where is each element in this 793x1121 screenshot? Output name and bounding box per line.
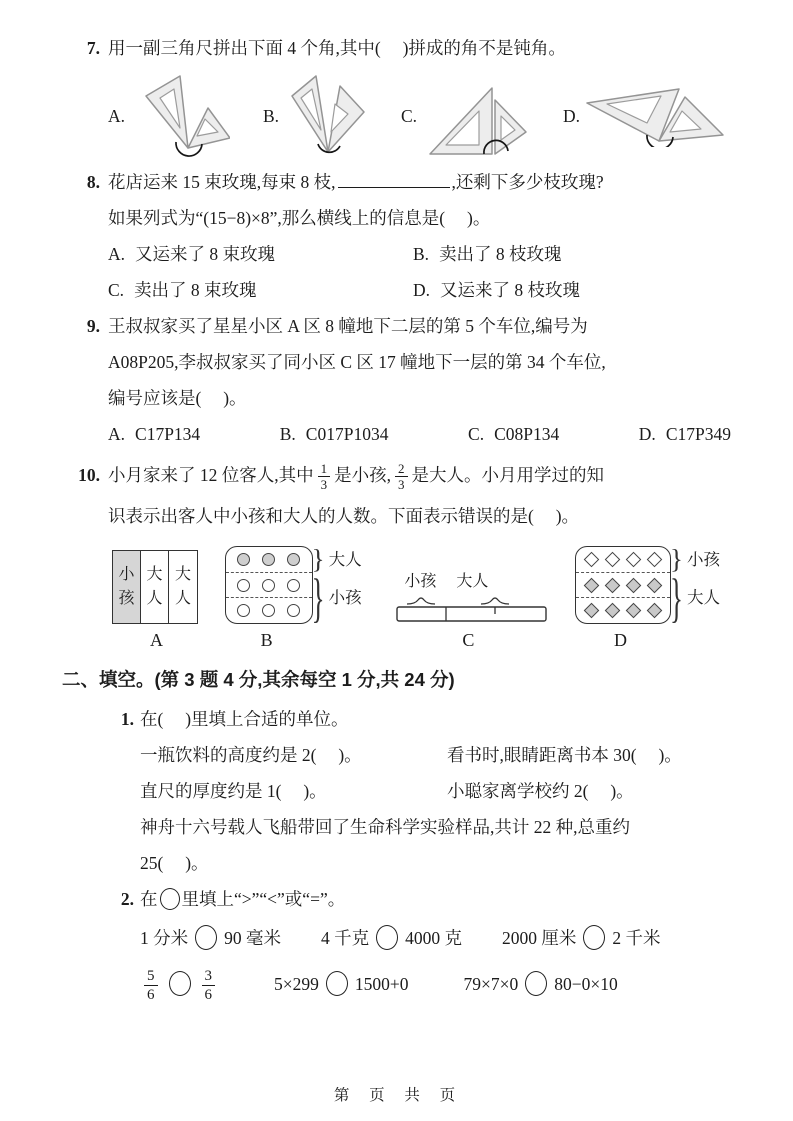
- compare-item: 4 千克 4000 克: [321, 917, 462, 959]
- set-squares-figure-a: [130, 74, 230, 158]
- q2-compare-row-1: [62, 917, 735, 959]
- diagram-c-figure: [396, 572, 548, 624]
- diamond-marker: [647, 577, 663, 593]
- angle-option-d: [563, 85, 727, 147]
- diamond-marker: [605, 603, 621, 619]
- diamond-marker: [647, 552, 663, 568]
- compare-item: 79×7×0 80−0×10: [464, 959, 618, 1009]
- diagram-d-box: [575, 546, 671, 624]
- diagram-b-box: [225, 546, 313, 624]
- circle-marker: [262, 579, 275, 592]
- question-10-line2: 识表示出客人中小孩和大人的人数。下面表示错误的是( )。: [108, 506, 580, 526]
- answer-blank-line[interactable]: [338, 172, 450, 188]
- sub-question-text: 在( )里填上合适的单位。: [140, 709, 349, 729]
- circle-marker: [237, 604, 250, 617]
- option-a-label: A.: [108, 105, 126, 126]
- q9-options: [108, 416, 735, 452]
- diamond-marker: [584, 577, 600, 593]
- option-label: A.: [108, 244, 126, 264]
- question-9-line1: 王叔叔家买了星星小区 A 区 8 幢地下二层的第 5 个车位,编号为: [108, 316, 588, 336]
- q1-item-drink-height: 一瓶饮料的高度约是 2( )。: [140, 745, 362, 765]
- diamond-marker: [584, 603, 600, 619]
- diagram-c: [396, 572, 548, 651]
- q1-item-eye-distance: 看书时,眼睛距离书本 30( )。: [447, 745, 682, 765]
- compare-item: 1 分米 90 毫米: [140, 917, 281, 959]
- circle-marker: [237, 553, 250, 566]
- option-text: C17P134: [135, 424, 201, 444]
- brace-icon: [312, 572, 325, 624]
- circle-marker: [237, 579, 250, 592]
- option-text: C017P1034: [305, 424, 389, 444]
- circle-marker: [262, 553, 275, 566]
- set-squares-figure-d: [585, 85, 727, 147]
- diamond-marker: [605, 552, 621, 568]
- fraction-five-sixths: $\frac{5}{6}$: [144, 967, 158, 1004]
- compare-item-fractions: [140, 959, 219, 1009]
- q8-option-b: [413, 236, 735, 272]
- section-2-title: 二、填空。(第 3 题 4 分,其余每空 1 分,共 24 分): [62, 669, 455, 690]
- diagram-c-labels: [396, 572, 548, 594]
- question-9-number: 9.: [86, 316, 100, 336]
- diamond-marker: [605, 577, 621, 593]
- diamond-row: [576, 597, 670, 623]
- diagram-a: [112, 550, 198, 651]
- question-7: [62, 30, 735, 66]
- diagram-d-figure: [575, 546, 733, 624]
- diamond-row: [576, 572, 670, 598]
- diagram-c-caption: C: [462, 630, 475, 650]
- compare-item: 5×299 1500+0: [274, 959, 409, 1009]
- section2-question-2: [62, 881, 735, 917]
- question-8-number: 8.: [86, 172, 100, 192]
- diagram-d-label-adult: 大人: [686, 588, 720, 607]
- q1-row-2: [62, 773, 735, 809]
- diagram-b-figure: [225, 546, 370, 624]
- sub-question-number: 1.: [120, 709, 134, 729]
- question-10: [62, 452, 735, 498]
- circle-marker: [287, 604, 300, 617]
- q2-compare-row-2: [62, 959, 735, 1009]
- compare-circle[interactable]: [583, 925, 605, 950]
- option-c-label: C.: [400, 105, 418, 126]
- diagram-c-label-child: 小孩: [404, 573, 437, 590]
- q9-option-d: [639, 416, 731, 452]
- q1-row-3: 神舟十六号载人飞船带回了生命科学实验样品,共计 22 种,总重约: [140, 817, 630, 837]
- circle-marker: [262, 604, 275, 617]
- compare-circle[interactable]: [326, 971, 348, 996]
- diamond-marker: [626, 552, 642, 568]
- circle-row: [226, 597, 312, 623]
- option-text: C17P349: [665, 424, 731, 444]
- question-10-text-1: 小月家来了 12 位客人,其中: [108, 465, 314, 485]
- option-label: C.: [468, 424, 485, 444]
- diagram-d-label-child: 小孩: [686, 550, 720, 569]
- diagram-d: [575, 546, 733, 651]
- question-7-text: 用一副三角尺拼出下面 4 个角,其中( )拼成的角不是钝角。: [108, 38, 566, 58]
- q9-option-a: [108, 416, 200, 452]
- option-label: B.: [413, 244, 430, 264]
- diagram-d-caption: D: [613, 630, 627, 650]
- q8-option-c: [108, 272, 413, 308]
- fraction-three-sixths: $\frac{3}{6}$: [202, 967, 216, 1004]
- option-text: 又运来了 8 枝玫瑰: [440, 280, 581, 300]
- q1-item-ruler-thickness: 直尺的厚度约是 1( )。: [140, 781, 327, 801]
- q1-row-4: 25( )。: [140, 853, 209, 873]
- question-8: [62, 164, 735, 200]
- diagram-b-caption: B: [260, 630, 273, 650]
- diagram-b-label-child: 小孩: [328, 588, 362, 607]
- q9-option-c: [468, 416, 559, 452]
- sub-question-number: 2.: [120, 889, 134, 909]
- question-8-text-before-blank: 花店运来 15 束玫瑰,每束 8 枝,: [108, 172, 336, 192]
- circle-marker: [287, 553, 300, 566]
- option-b-label: B.: [262, 105, 280, 126]
- diamond-marker: [626, 577, 642, 593]
- option-label: B.: [279, 424, 296, 444]
- page-footer: 第 页 共 页: [333, 1087, 460, 1104]
- section2-question-1: [62, 701, 735, 737]
- diamond-marker: [647, 603, 663, 619]
- compare-circle[interactable]: [195, 925, 217, 950]
- diagram-a-cell-child: 小孩: [113, 551, 141, 623]
- circle-row: [226, 572, 312, 598]
- diagram-c-label-adult: 大人: [456, 573, 489, 590]
- brace-icon: [670, 572, 683, 624]
- q1-row-1: [62, 737, 735, 773]
- option-text: 卖出了 8 枝玫瑰: [439, 244, 562, 264]
- compare-circle[interactable]: [525, 971, 547, 996]
- question-9-line2: A08P205,李叔叔家买了同小区 C 区 17 幢地下一层的第 34 个车位,: [108, 352, 606, 372]
- option-text: 卖出了 8 束玫瑰: [134, 280, 257, 300]
- option-text: 又运来了 8 束玫瑰: [135, 244, 276, 264]
- angle-option-a: [108, 74, 230, 158]
- set-squares-figure-b: [284, 74, 368, 158]
- compare-circle[interactable]: [169, 971, 191, 996]
- question-10-text-3: 是大人。小月用学过的知: [411, 465, 604, 485]
- circle-marker: [287, 579, 300, 592]
- question-8-text-after-blank: ,还剩下多少枝玫瑰?: [451, 172, 604, 192]
- diamond-row: [576, 547, 670, 572]
- q2-intro-after: 里填上“>”“<”或“=”。: [181, 889, 346, 909]
- question-9-line3: 编号应该是( )。: [108, 388, 247, 408]
- question-9: [62, 308, 735, 344]
- diagram-b: [225, 546, 370, 651]
- angle-option-c: [401, 74, 530, 158]
- compare-circle[interactable]: [160, 888, 180, 910]
- question-10-text-2: 是小孩,: [334, 465, 391, 485]
- q8-option-d: [413, 272, 735, 308]
- compare-item: 2000 厘米 2 千米: [502, 917, 661, 959]
- q7-figures: [108, 74, 727, 158]
- q8-option-a: [108, 236, 413, 272]
- question-8-line2: 如果列式为“(15−8)×8”,那么横线上的信息是( )。: [108, 208, 491, 228]
- compare-circle[interactable]: [376, 925, 398, 950]
- diagram-a-table: [112, 550, 198, 624]
- option-label: D.: [413, 280, 431, 300]
- option-d-label: D.: [562, 105, 580, 126]
- bar-model-figure: [396, 594, 548, 624]
- diamond-marker: [584, 552, 600, 568]
- q2-intro-before: 在: [140, 889, 158, 909]
- diagram-b-label-adult: 大人: [328, 550, 362, 569]
- option-text: C08P134: [494, 424, 560, 444]
- angle-option-b: [263, 74, 368, 158]
- diagram-a-caption: A: [150, 630, 163, 650]
- q9-option-b: [280, 416, 389, 452]
- fraction-two-thirds: $\frac{2}{3}$: [395, 461, 408, 493]
- circle-row: [226, 547, 312, 572]
- q10-diagrams: [112, 546, 733, 651]
- fraction-one-third: $\frac{1}{3}$: [318, 461, 331, 493]
- diagram-a-cell-adult-2: 大人: [174, 566, 191, 607]
- q1-item-school-distance: 小聪家离学校约 2( )。: [447, 781, 634, 801]
- diagram-a-cell-adult-1: 大人: [141, 551, 169, 623]
- set-squares-figure-c: [422, 74, 530, 158]
- diamond-marker: [626, 603, 642, 619]
- q8-options: [108, 236, 735, 308]
- option-label: C.: [108, 280, 125, 300]
- question-10-number: 10.: [78, 465, 100, 485]
- option-label: A.: [108, 424, 126, 444]
- question-7-number: 7.: [86, 38, 100, 58]
- option-label: D.: [638, 424, 656, 444]
